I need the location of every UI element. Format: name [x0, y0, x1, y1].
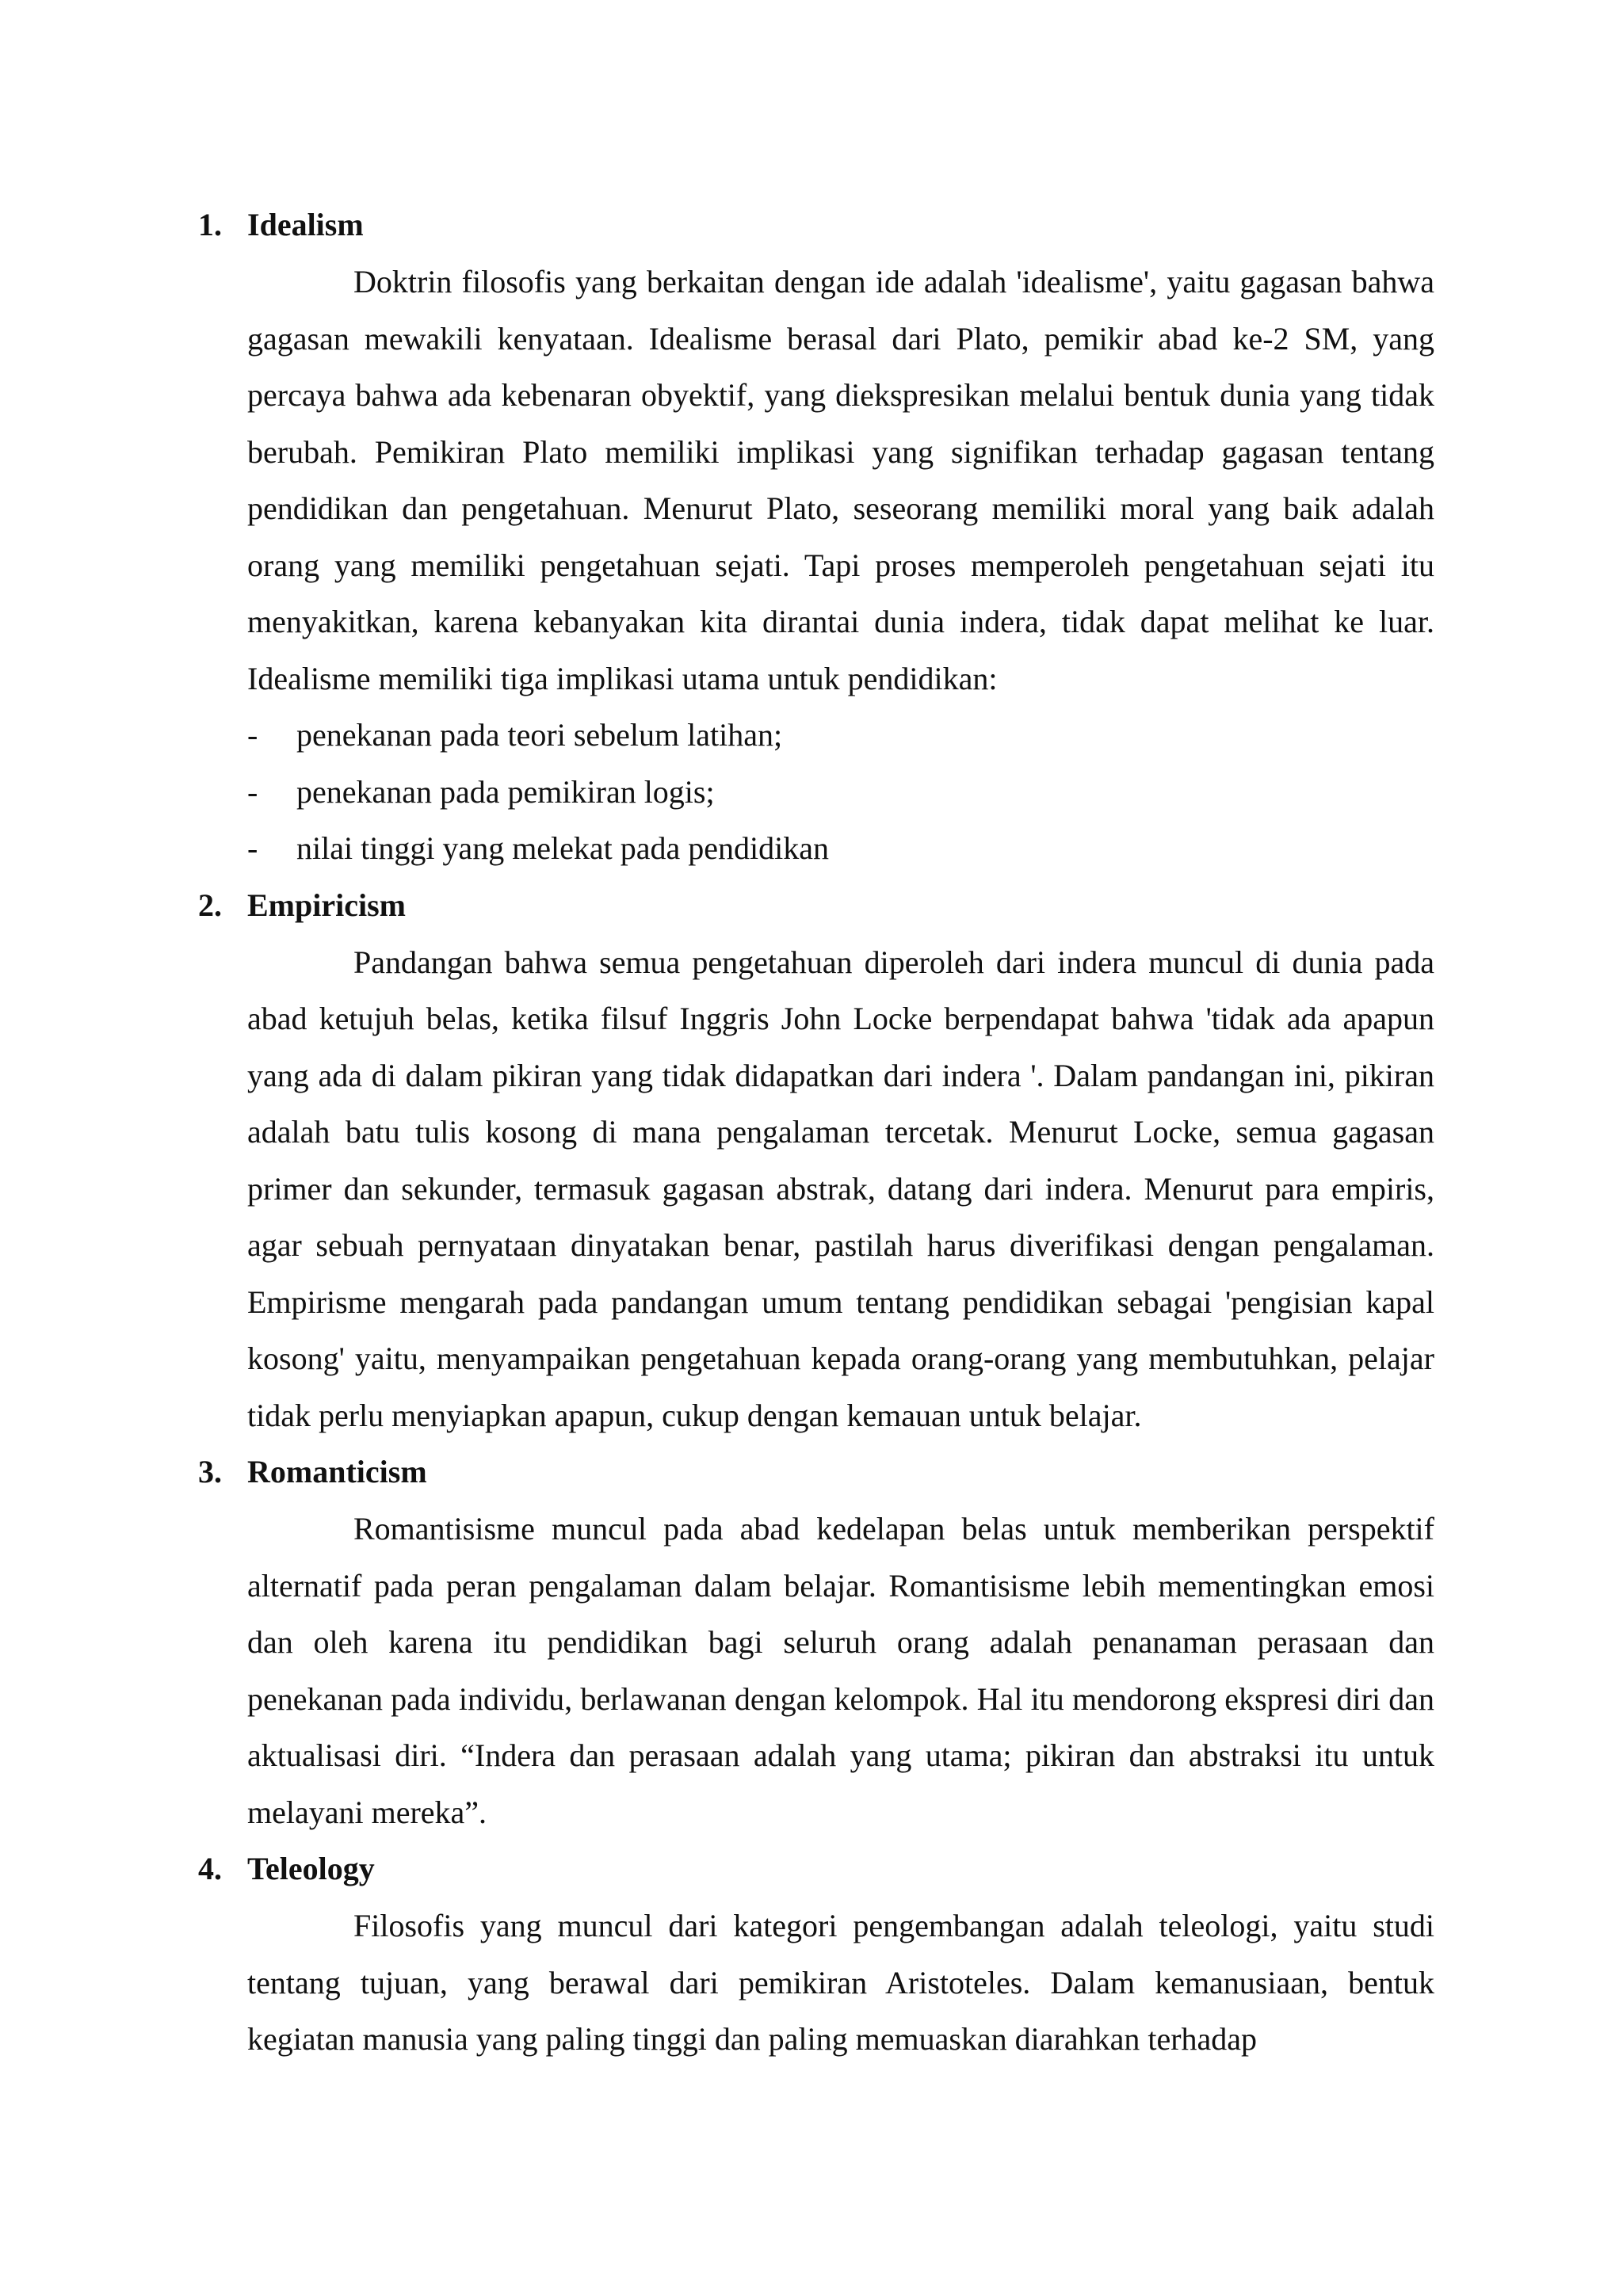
- section-heading: [198, 1444, 1434, 1501]
- section-title: Idealism: [247, 207, 364, 242]
- bullet-text: nilai tinggi yang melekat pada pendidikan: [296, 830, 830, 866]
- section-number: 1.: [198, 207, 222, 242]
- document-content: [198, 196, 1434, 2068]
- section-body: [247, 1897, 1434, 2068]
- section-idealism: [198, 196, 1434, 877]
- section-paragraph: Romantisisme muncul pada abad kedelapan belas untuk memberikan perspektif alternatif pada peran pengalaman dalam belajar. Romantisisme lebih mementingkan emosi dan oleh karena itu pendidikan bagi seluruh orang adalah penanaman perasaan dan penekanan pada individu, berlawanan dengan kelompok. Hal itu mendorong ekspresi diri dan aktualisasi diri. “Indera dan perasaan adalah yang utama; pikiran dan abstraksi itu untuk melayani mereka”.: [247, 1511, 1434, 1830]
- bullet-marker: -: [247, 830, 258, 866]
- section-heading: [198, 1840, 1434, 1897]
- bullet-text: penekanan pada teori sebelum latihan;: [296, 717, 783, 753]
- section-heading: [198, 877, 1434, 934]
- section-number: 4.: [198, 1851, 222, 1886]
- bullet-list: [247, 707, 1434, 877]
- section-body: [247, 254, 1434, 877]
- section-title: Teleology: [247, 1851, 375, 1886]
- section-title: Empiricism: [247, 887, 406, 923]
- section-teleology: [198, 1840, 1434, 2068]
- section-body: [247, 1501, 1434, 1840]
- bullet-item: [247, 764, 1434, 821]
- section-empiricism: [198, 877, 1434, 1444]
- section-romanticism: [198, 1444, 1434, 1840]
- bullet-item: [247, 707, 1434, 764]
- section-title: Romanticism: [247, 1454, 427, 1489]
- bullet-item: [247, 820, 1434, 877]
- bullet-marker: -: [247, 773, 258, 810]
- section-paragraph: Doktrin filosofis yang berkaitan dengan ide adalah 'idealisme', yaitu gagasan bahwa gagasan mewakili kenyataan. Idealisme berasal dari Plato, pemikir abad ke-2 SM, yang percaya bahwa ada kebenaran obyektif, yang diekspresikan melalui bentuk dunia yang tidak berubah. Pemikiran Plato memiliki implikasi yang signifikan terhadap gagasan tentang pendidikan dan pengetahuan. Menurut Plato, seseorang memiliki moral yang baik adalah orang yang memiliki pengetahuan sejati. Tapi proses memperoleh pengetahuan sejati itu menyakitkan, karena kebanyakan kita dirantai dunia indera, tidak dapat melihat ke luar. Idealisme memiliki tiga implikasi utama untuk pendidikan:: [247, 264, 1434, 696]
- section-paragraph: Filosofis yang muncul dari kategori pengembangan adalah teleologi, yaitu studi tentang tujuan, yang berawal dari pemikiran Aristoteles. Dalam kemanusiaan, bentuk kegiatan manusia yang paling tinggi dan paling memuaskan diarahkan terhadap: [247, 1908, 1434, 2057]
- section-heading: [198, 196, 1434, 254]
- section-body: [247, 934, 1434, 1444]
- section-number: 3.: [198, 1454, 222, 1489]
- section-number: 2.: [198, 887, 222, 923]
- bullet-marker: -: [247, 717, 258, 753]
- bullet-text: penekanan pada pemikiran logis;: [296, 773, 715, 810]
- section-paragraph: Pandangan bahwa semua pengetahuan diperoleh dari indera muncul di dunia pada abad ketujuh belas, ketika filsuf Inggris John Locke berpendapat bahwa 'tidak ada apapun yang ada di dalam pikiran yang tidak didapatkan dari indera '. Dalam pandangan ini, pikiran adalah batu tulis kosong di mana pengalaman tercetak. Menurut Locke, semua gagasan primer dan sekunder, termasuk gagasan abstrak, datang dari indera. Menurut para empiris, agar sebuah pernyataan dinyatakan benar, pastilah harus diverifikasi dengan pengalaman. Empirisme mengarah pada pandangan umum tentang pendidikan sebagai 'pengisian kapal kosong' yaitu, menyampaikan pengetahuan kepada orang-orang yang membutuhkan, pelajar tidak perlu menyiapkan apapun, cukup dengan kemauan untuk belajar.: [247, 944, 1434, 1433]
